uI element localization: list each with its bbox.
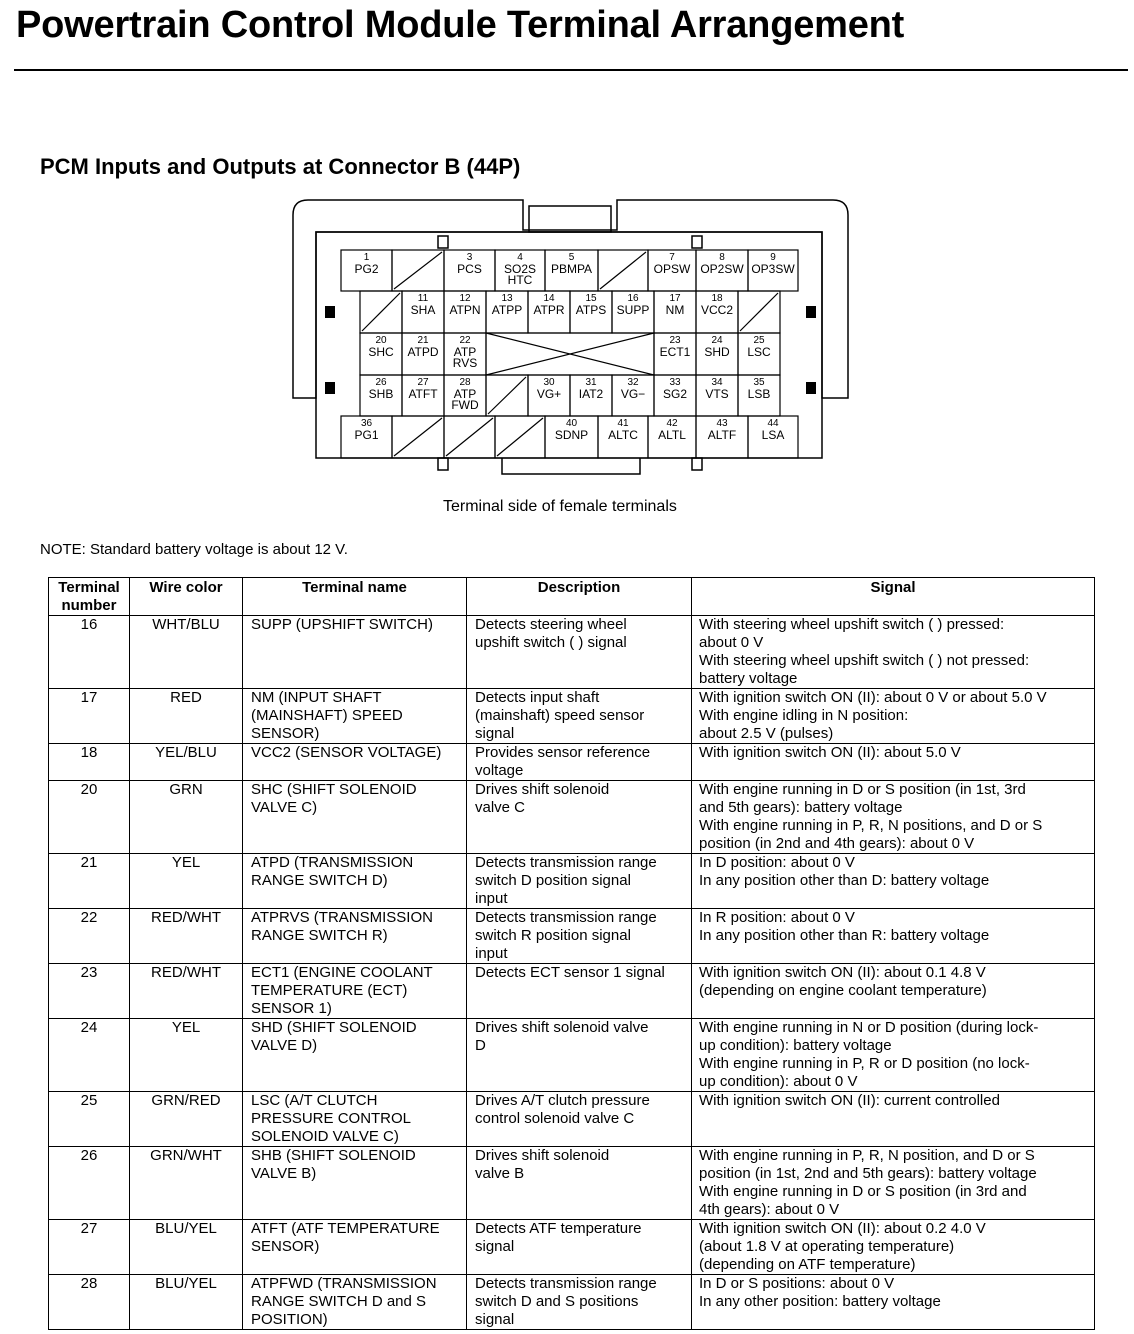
terminal-number-label: 42 [666,418,678,429]
terminal-signal-label: PG2 [354,262,379,276]
terminal-signal-label: VCC2 [700,303,734,317]
connector-lock-left-lower [325,382,335,394]
terminal-signal-label: ALTC [608,428,638,442]
terminal-number-label: 15 [585,293,597,304]
terminal-number-label: 18 [711,293,723,304]
table-row [49,1220,1095,1275]
connector-bottom-key [502,458,640,474]
terminal-signal-label: ALTF [707,428,737,442]
terminal-signal-label: SHB [368,387,394,401]
connector-lock-right-upper [806,306,816,318]
terminal-number-label: 12 [459,293,471,304]
terminal-signal-label: PCS [457,262,482,276]
terminal-number-label: 40 [565,418,578,429]
connector-lock-right-lower [806,382,816,394]
empty-cavity-diagonal [394,252,442,289]
terminal-signal-label: IAT2 [578,387,604,401]
terminal-signal-label: OPSW [653,262,691,276]
terminal-signal-label: SHD [704,345,730,359]
page-title: Powertrain Control Module Terminal Arrangement [16,4,905,46]
signal-cell: With engine running in P, R, N position, and D or S position (in 1st, 2nd and 5th gears): battery voltage With engine running in D or S position (in 3rd and 4th gears): about 0 V [692,1147,1095,1220]
description-cell: Detects input shaft (mainshaft) speed sensor signal [467,689,692,744]
table-row [49,1147,1095,1220]
terminal-number-label: 23 [669,335,681,346]
terminal-number-cell: 26 [49,1147,130,1220]
terminal-number-label: 9 [770,252,776,263]
terminal-number-label: 34 [711,377,723,388]
terminal-number-cell: 16 [49,616,130,689]
terminal-number-label: 20 [375,335,387,346]
description-cell: Drives A/T clutch pressure control solenoid valve C [467,1092,692,1147]
wire-color-cell: GRN [130,781,243,854]
terminal-number-cell: 24 [49,1019,130,1092]
description-cell: Drives shift solenoid valve D [467,1019,692,1092]
terminal-name-cell: ATPRVS (TRANSMISSION RANGE SWITCH R) [243,909,467,964]
terminal-name-cell: ATPFWD (TRANSMISSION RANGE SWITCH D and S POSITION) [243,1275,467,1330]
empty-cavity-diagonal [497,418,543,456]
signal-cell: With ignition switch ON (II): about 0 V or about 5.0 V With engine idling in N position: about 2.5 V (pulses) [692,689,1095,744]
terminal-number-label: 5 [568,252,575,263]
terminal-signal-label: SHC [368,345,394,359]
empty-cavity-diagonal [600,252,646,289]
terminal-name-cell: ATPD (TRANSMISSION RANGE SWITCH D) [243,854,467,909]
terminal-number-cell: 28 [49,1275,130,1330]
terminal-signal-label: OP2SW [700,262,744,276]
terminal-name-cell: SUPP (UPSHIFT SWITCH) [243,616,467,689]
table-header-row [49,578,1095,616]
signal-cell: With ignition switch ON (II): about 0.2 4.0 V (about 1.8 V at operating temperature) (depending on ATF temperature) [692,1220,1095,1275]
terminal-signal-label: NM [665,303,685,317]
terminal-name-cell: NM (INPUT SHAFT (MAINSHAFT) SPEED SENSOR) [243,689,467,744]
terminal-signal-label: FWD [451,398,479,412]
terminal-number-label: 3 [466,252,473,263]
terminal-signal-label: PG1 [354,428,379,442]
empty-cavity-diagonal [394,418,442,456]
wire-color-cell: YEL/BLU [130,744,243,781]
terminal-number-label: 4 [517,252,523,263]
terminal-signal-label: LSA [761,428,785,442]
terminal-signal-label: OP3SW [751,262,795,276]
table-row [49,616,1095,689]
terminal-name-cell: ECT1 (ENGINE COOLANT TEMPERATURE (ECT) SENSOR 1) [243,964,467,1019]
connector-tab-top-right [692,236,702,248]
terminal-number-cell: 23 [49,964,130,1019]
terminal-signal-label: ATPP [491,303,523,317]
header-terminal-name: Terminal name [243,578,467,616]
terminal-signal-label: LSC [747,345,771,359]
terminal-number-cell: 27 [49,1220,130,1275]
description-cell: Drives shift solenoid valve B [467,1147,692,1220]
terminal-number-label: 25 [753,335,765,346]
terminal-name-cell: SHD (SHIFT SOLENOID VALVE D) [243,1019,467,1092]
terminal-number-label: 21 [417,335,429,346]
terminal-number-label: 27 [417,377,429,388]
terminal-number-label: 17 [669,293,681,304]
terminal-signal-label: SO2S [503,262,537,276]
description-cell: Detects transmission range switch D and S positions signal [467,1275,692,1330]
wire-color-cell: RED [130,689,243,744]
signal-cell: With steering wheel upshift switch ( ) pressed: about 0 V With steering wheel upshift switch ( ) not pressed: battery voltage [692,616,1095,689]
description-cell: Detects ECT sensor 1 signal [467,964,692,1019]
terminal-number-label: 30 [543,377,555,388]
terminal-number-cell: 17 [49,689,130,744]
terminal-signal-label: ECT1 [659,345,691,359]
terminal-signal-label: PBMPA [550,262,593,276]
terminal-number-label: 24 [711,335,723,346]
terminal-signal-label: HTC [507,273,533,287]
empty-cavity-diagonal [488,377,526,414]
terminal-name-cell: SHB (SHIFT SOLENOID VALVE B) [243,1147,467,1220]
table-row [49,854,1095,909]
connector-caption: Terminal side of female terminals [443,498,677,515]
terminal-name-cell: SHC (SHIFT SOLENOID VALVE C) [243,781,467,854]
description-cell: Provides sensor reference voltage [467,744,692,781]
signal-cell: With engine running in D or S position (in 1st, 3rd and 5th gears): battery voltage With engine running in P, R, N positions, and D or S position (in 2nd and 4th gears): about 0 V [692,781,1095,854]
signal-cell: With engine running in N or D position (during lock- up condition): battery voltage With engine running in P, R or D position (no lock- up condition): about 0 V [692,1019,1095,1092]
description-cell: Detects transmission range switch R position signal input [467,909,692,964]
description-cell: Detects ATF temperature signal [467,1220,692,1275]
table-row [49,1019,1095,1092]
terminal-number-label: 44 [767,418,779,429]
connector-tab-top-left [438,236,448,248]
header-wire-color: Wire color [130,578,243,616]
connector-tab-bottom-right [692,458,702,470]
terminal-signal-label: ATPD [407,345,439,359]
wire-color-cell: BLU/YEL [130,1275,243,1330]
terminal-signal-label: SDNP [554,428,589,442]
terminal-signal-label: VG+ [536,387,562,401]
terminal-signal-label: SHA [410,303,436,317]
header-description: Description [467,578,692,616]
terminal-signal-label: ATPN [449,303,481,317]
terminal-number-label: 33 [669,377,681,388]
signal-cell: In D position: about 0 V In any position other than D: battery voltage [692,854,1095,909]
terminal-signal-label: SG2 [662,387,688,401]
terminal-number-label: 7 [669,252,675,263]
table-row [49,964,1095,1019]
empty-cavity-diagonal [362,293,400,331]
terminal-number-label: 16 [627,293,639,304]
terminal-number-label: 41 [617,418,629,429]
connector-diagram [0,0,1134,500]
terminal-name-cell: ATFT (ATF TEMPERATURE SENSOR) [243,1220,467,1275]
signal-cell: In R position: about 0 V In any position other than R: battery voltage [692,909,1095,964]
terminal-number-label: 22 [459,335,471,346]
header-signal: Signal [692,578,1095,616]
table-row [49,1092,1095,1147]
signal-cell: With ignition switch ON (II): current controlled [692,1092,1095,1147]
terminal-number-label: 1 [363,252,370,263]
terminal-signal-label: ATP [453,345,477,359]
wire-color-cell: WHT/BLU [130,616,243,689]
terminal-number-label: 36 [360,418,373,429]
terminal-signal-label: LSB [747,387,771,401]
empty-cavity-diagonal [740,293,778,331]
description-cell: Detects transmission range switch D position signal input [467,854,692,909]
terminal-number-cell: 18 [49,744,130,781]
terminal-number-label: 28 [459,377,471,388]
description-cell: Detects steering wheel upshift switch ( ) signal [467,616,692,689]
terminal-number-label: 43 [716,418,728,429]
wire-color-cell: GRN/WHT [130,1147,243,1220]
terminal-number-label: 14 [543,293,555,304]
terminal-number-label: 8 [719,252,725,263]
table-row [49,1275,1095,1330]
signal-cell: In D or S positions: about 0 V In any other position: battery voltage [692,1275,1095,1330]
connector-latch [529,206,611,232]
terminal-signal-label: VG− [620,387,646,401]
header-terminal-number: Terminal number [49,578,130,616]
table-row [49,909,1095,964]
terminal-name-cell: VCC2 (SENSOR VOLTAGE) [243,744,467,781]
connector-lock-left-upper [325,306,335,318]
connector-tab-bottom-left [438,458,448,470]
signal-cell: With ignition switch ON (II): about 5.0 V [692,744,1095,781]
signal-cell: With ignition switch ON (II): about 0.1 4.8 V (depending on engine coolant temperature) [692,964,1095,1019]
wire-color-cell: RED/WHT [130,964,243,1019]
terminal-number-cell: 21 [49,854,130,909]
terminal-number-label: 26 [375,377,387,388]
table-row [49,781,1095,854]
terminal-signal-label: VTS [705,387,729,401]
wire-color-cell: BLU/YEL [130,1220,243,1275]
wire-color-cell: YEL [130,854,243,909]
terminal-number-cell: 25 [49,1092,130,1147]
description-cell: Drives shift solenoid valve C [467,781,692,854]
terminal-name-cell: LSC (A/T CLUTCH PRESSURE CONTROL SOLENOID VALVE C) [243,1092,467,1147]
terminal-signal-label: ATPS [575,303,607,317]
terminal-number-label: 13 [501,293,513,304]
terminal-signal-label: ATFT [408,387,438,401]
terminal-signal-label: SUPP [616,303,650,317]
wire-color-cell: YEL [130,1019,243,1092]
terminal-number-cell: 20 [49,781,130,854]
empty-cavity-diagonal [446,418,493,456]
voltage-note: NOTE: Standard battery voltage is about 12 V. [40,541,348,558]
table-row [49,744,1095,781]
terminal-number-cell: 22 [49,909,130,964]
terminal-number-label: 35 [753,377,765,388]
terminal-signal-label: RVS [452,356,478,370]
section-title: PCM Inputs and Outputs at Connector B (44P) [40,154,521,179]
terminal-number-label: 11 [417,293,429,304]
terminal-signal-label: ATPR [533,303,565,317]
table-row [49,689,1095,744]
terminal-number-label: 31 [585,377,597,388]
wire-color-cell: GRN/RED [130,1092,243,1147]
terminal-signal-label: ALTL [658,428,686,442]
terminal-signal-label: ATP [453,387,477,401]
wire-color-cell: RED/WHT [130,909,243,964]
terminal-table [48,577,1095,1330]
terminal-number-label: 32 [627,377,639,388]
